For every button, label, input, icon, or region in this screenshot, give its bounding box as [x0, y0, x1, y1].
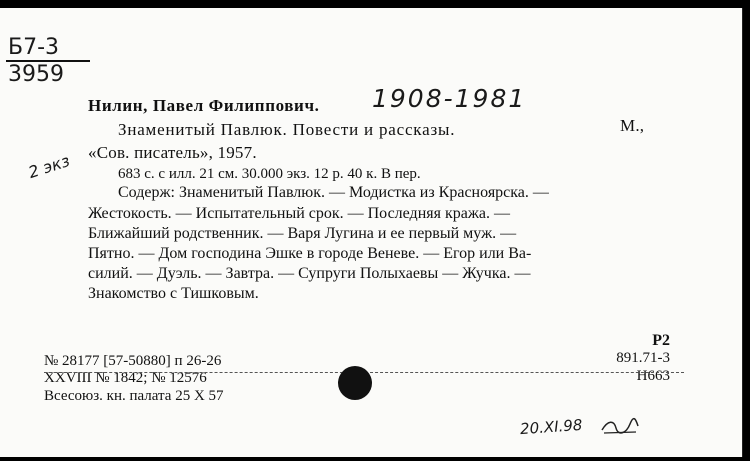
publisher-line: «Сов. писатель», 1957.	[88, 143, 257, 162]
class-code-3: Н663	[636, 368, 670, 384]
contents-line-4: Пятно. — Дом господина Эшке в городе Веневе. — Егор или Ва-	[88, 245, 532, 262]
contents-line-3: Ближайший родственник. — Варя Лугина и ее первый муж. —	[88, 225, 517, 242]
shelfmark-line1: Б7-3	[6, 36, 90, 62]
stamp-date: 20.XI.98	[519, 415, 583, 439]
punch-hole	[338, 366, 372, 400]
title-line: Знаменитый Павлюк. Повести и рассказы.	[118, 120, 456, 139]
collation: 683 с. с илл. 21 см. 30.000 экз. 12 р. 40 к. В пер.	[118, 166, 421, 182]
registry-line-1: № 28177 [57-50880] п 26-26	[44, 353, 222, 369]
registry-line-2: XXVIII № 1842; № 12576	[44, 370, 207, 386]
author-heading: Нилин, Павел Филиппович.	[88, 96, 320, 115]
contents-line-5: силий. — Дуэль. — Завтра. — Супруги Полыхаевы — Жучка. —	[88, 265, 531, 282]
author-dates: 1908-1981	[372, 84, 527, 113]
shelfmark-line2: 3959	[8, 62, 64, 87]
stamp-scribble	[600, 416, 640, 436]
shelfmark	[6, 36, 90, 88]
place: М.,	[620, 116, 645, 135]
registry-line-3: Всесоюз. кн. палата 25 X 57	[44, 388, 224, 404]
contents-line-1: Содерж: Знаменитый Павлюк. — Модистка из Красноярска. —	[118, 184, 549, 201]
catalog-card	[0, 8, 743, 457]
copies-note: 2 экз	[26, 150, 73, 183]
class-code-1: Р2	[652, 332, 670, 349]
contents-line-2: Жестокость. — Испытательный срок. — Последняя кража. —	[88, 205, 511, 222]
contents-line-6: Знакомство с Тишковым.	[88, 285, 259, 302]
class-code-2: 891.71-3	[616, 350, 670, 366]
